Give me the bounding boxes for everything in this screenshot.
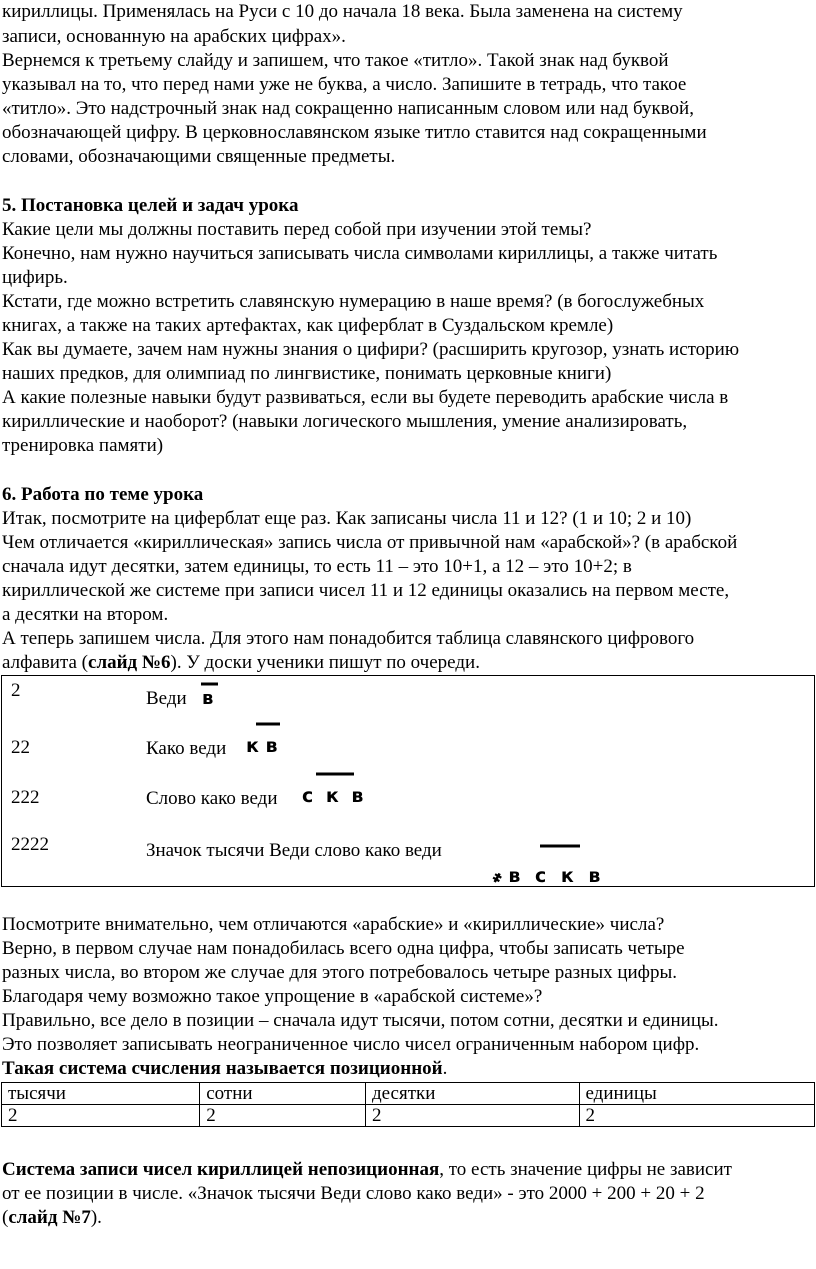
cyrillic-glyphs	[298, 768, 382, 808]
paragraph-line: Посмотрите внимательно, чем отличаются «арабские» и «кириллические» числа?	[2, 914, 665, 935]
paragraph-line: Вернемся к третьему слайду и запишем, что такое «титло». Такой знак над буквой	[2, 50, 669, 71]
paragraph-line: (слайд №7).	[2, 1207, 102, 1228]
paragraph-line: Итак, посмотрите на циферблат еще раз. Как записаны числа 11 и 12? (1 и 10; 2 и 10)	[2, 508, 692, 529]
section-heading: 6. Работа по теме урока	[2, 484, 204, 505]
number-words: Значок тысячи Веди слово како веди	[146, 840, 442, 861]
table-header-cell: десятки	[365, 1083, 579, 1105]
paragraph-line: сначала идут десятки, затем единицы, то есть 11 – это 10+1, а 12 – это 10+2; в	[2, 556, 632, 577]
cyrillic-glyphs	[198, 680, 222, 708]
paragraph-line: алфавита (слайд №6). У доски ученики пишут по очереди.	[2, 652, 480, 673]
table-header-cell: тысячи	[2, 1083, 200, 1105]
paragraph-line: а десятки на втором.	[2, 604, 169, 625]
glyph-text: к в	[246, 735, 278, 757]
paragraph-line: кириллические и наоборот? (навыки логического мышления, умение анализировать,	[2, 411, 688, 432]
paragraph-line: книгах, а также на таких артефактах, как циферблат в Суздальском кремле)	[2, 315, 614, 336]
table-cell: 2	[200, 1105, 366, 1127]
paragraph-line: Кстати, где можно встретить славянскую нумерацию в наше время? (в богослужебных	[2, 291, 705, 312]
number-words: Веди	[146, 688, 187, 709]
paragraph-line: Верно, в первом случае нам понадобилась всего одна цифра, чтобы записать четыре	[2, 938, 685, 959]
table-header-cell: единицы	[579, 1083, 815, 1105]
glyph-text: в	[202, 688, 214, 708]
paragraph-line: А теперь запишем числа. Для этого нам понадобится таблица славянского цифрового	[2, 628, 695, 649]
paragraph-line: Такая система счисления называется позиционной.	[2, 1058, 448, 1079]
arabic-number: 22	[11, 737, 30, 758]
table-row	[2, 1105, 815, 1127]
table-cell: 2	[2, 1105, 200, 1127]
paragraph-line: разных числа, во втором же случае для этого потребовалось четыре разных цифры.	[2, 962, 678, 983]
paragraph-line: обозначающей цифру. В церковнославянском языке титло ставится над сокращенными	[2, 122, 707, 143]
paragraph-line: Как вы думаете, зачем нам нужны знания о цифири? (расширить кругозор, узнать историю	[2, 339, 740, 360]
paragraph-line: Система записи чисел кириллицей непозиционная, то есть значение цифры не зависит	[2, 1159, 732, 1180]
number-words: Слово како веди	[146, 788, 278, 809]
paragraph-line: «титло». Это надстрочный знак над сокращенно написанным словом или над буквой,	[2, 98, 694, 119]
glyph-text: ҂в с к в	[492, 865, 605, 887]
paragraph-line: наших предков, для олимпиад по лингвистике, понимать церковные книги)	[2, 363, 612, 384]
table-header-row	[2, 1083, 815, 1105]
paragraph-line: кириллицы. Применялась на Руси с 10 до начала 18 века. Была заменена на систему	[2, 1, 683, 22]
paragraph-line: А какие полезные навыки будут развиваться, если вы будете переводить арабские числа в	[2, 387, 729, 408]
arabic-number: 222	[11, 787, 40, 808]
number-words: Како веди	[146, 738, 227, 759]
paragraph-line: Чем отличается «кириллическая» запись числа от привычной нам «арабской»? (в арабской	[2, 532, 738, 553]
arabic-number: 2	[11, 680, 21, 701]
paragraph-line: указывал на то, что перед нами уже не буква, а число. Запишите в тетрадь, что такое	[2, 74, 687, 95]
table-header-cell: сотни	[200, 1083, 366, 1105]
table-cell: 2	[579, 1105, 815, 1127]
cyrillic-glyphs	[242, 718, 298, 758]
paragraph-line: Какие цели мы должны поставить перед собой при изучении этой темы?	[2, 219, 592, 240]
paragraph-line: записи, основанную на арабских цифрах».	[2, 26, 346, 47]
section-heading: 5. Постановка целей и задач урока	[2, 195, 299, 216]
paragraph-line: тренировка памяти)	[2, 435, 164, 456]
cyrillic-glyphs	[490, 838, 620, 888]
glyph-text: с к в	[302, 785, 367, 807]
table-cell: 2	[365, 1105, 579, 1127]
paragraph-line: Это позволяет записывать неограниченное число чисел ограниченным набором цифр.	[2, 1034, 700, 1055]
arabic-number: 2222	[11, 834, 49, 855]
paragraph-line: словами, обозначающими священные предметы.	[2, 146, 396, 167]
paragraph-line: цифирь.	[2, 267, 68, 288]
positional-table	[1, 1082, 815, 1127]
paragraph-line: Правильно, все дело в позиции – сначала идут тысячи, потом сотни, десятки и единицы.	[2, 1010, 719, 1031]
paragraph-line: Конечно, нам нужно научиться записывать числа символами кириллицы, а также читать	[2, 243, 718, 264]
paragraph-line: Благодаря чему возможно такое упрощение в «арабской системе»?	[2, 986, 543, 1007]
paragraph-line: кириллической же системе при записи чисел 11 и 12 единицы оказались на первом месте,	[2, 580, 730, 601]
paragraph-line: от ее позиции в числе. «Значок тысячи Веди слово како веди» - это 2000 + 200 + 20 + 2	[2, 1183, 705, 1204]
